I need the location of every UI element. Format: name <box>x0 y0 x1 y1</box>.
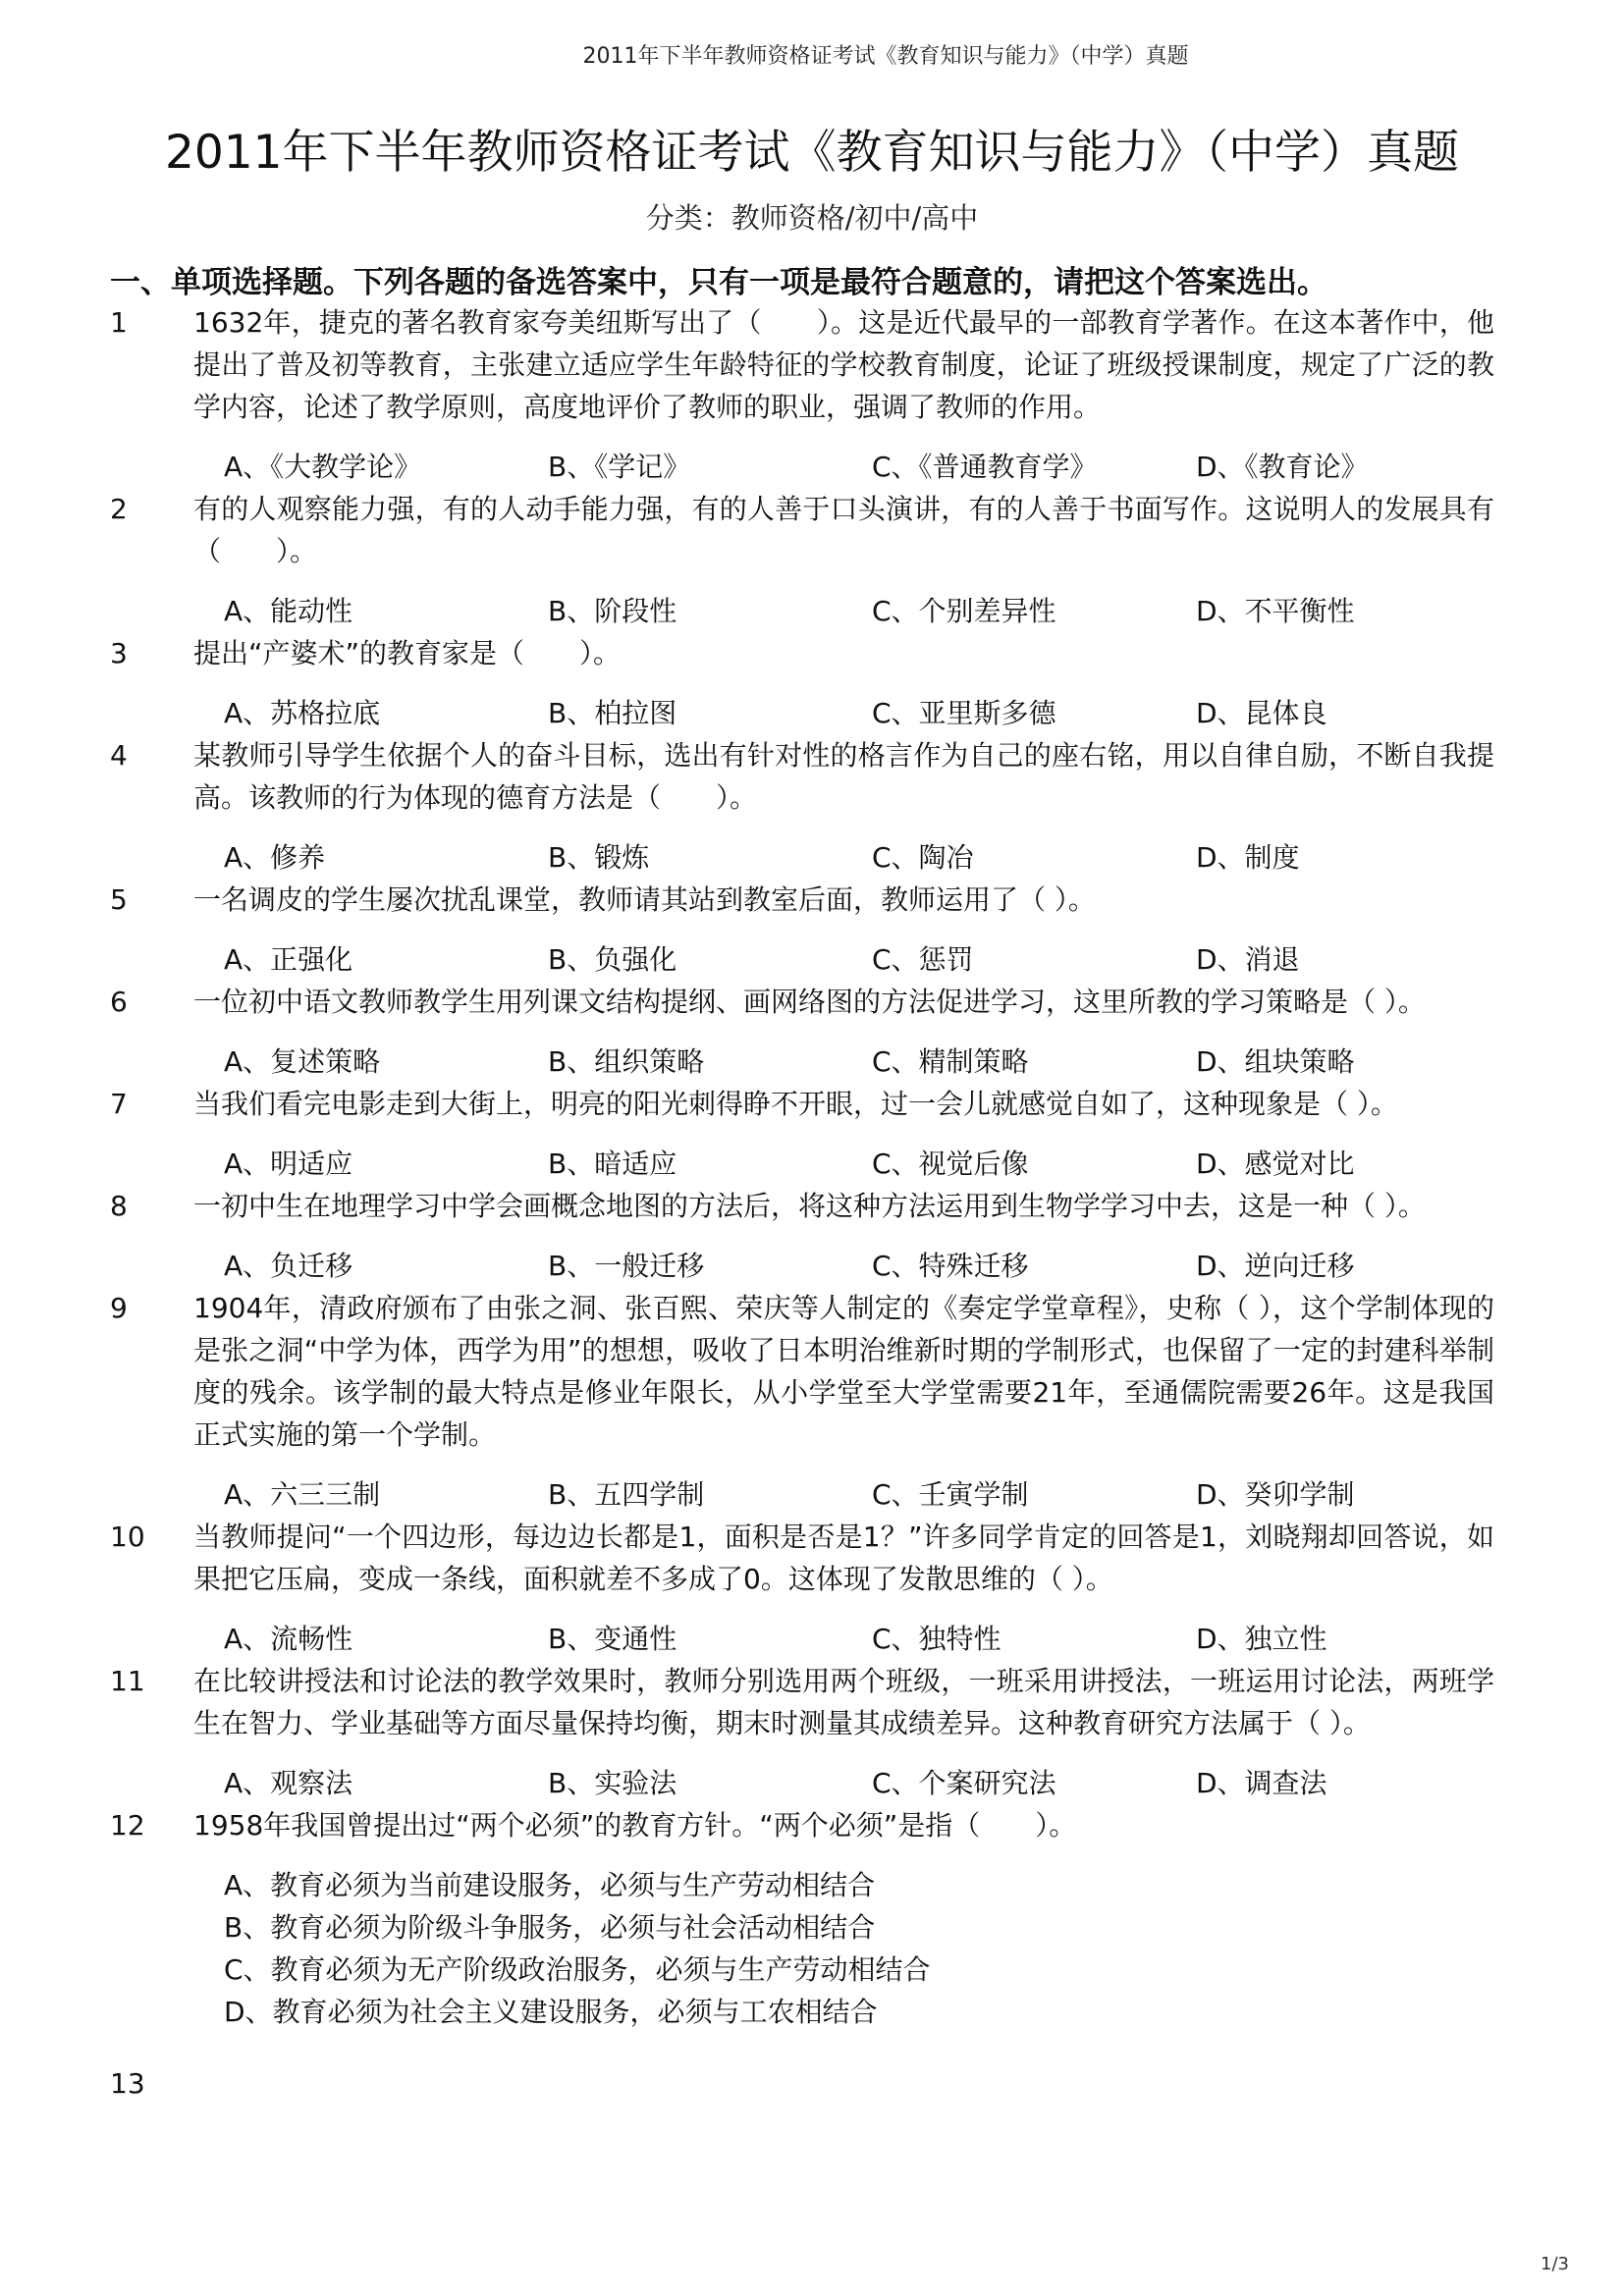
answer-option: D、感觉对比 <box>1196 1148 1355 1180</box>
question-number: 8 <box>110 1190 128 1222</box>
question-text: 当教师提问“一个四边形，每边边长都是1，面积是否是1？”许多同学肯定的回答是1，刘晓翔却回答说，如果把它压扁，变成一条线，面积就差不多成了0。这体现了发散思维的（ ）。 <box>193 1521 1494 1595</box>
answer-option: D、逆向迁移 <box>1196 1250 1355 1282</box>
question-text: 一名调皮的学生屡次扰乱课堂，教师请其站到教室后面，教师运用了（ ）。 <box>193 883 1096 916</box>
answer-option: B、负强化 <box>548 943 677 976</box>
question-item <box>0 1516 1624 1660</box>
question-number: 11 <box>110 1665 145 1697</box>
question-number: 1 <box>110 306 128 339</box>
answer-option: B、锻炼 <box>548 841 650 874</box>
answer-options <box>224 446 1520 488</box>
question-number: 3 <box>110 637 128 669</box>
answer-options <box>224 1864 1624 2033</box>
answer-option: B、《学记》 <box>548 451 691 483</box>
answer-option: C、视觉后像 <box>872 1148 1029 1180</box>
answer-option: A、能动性 <box>224 595 353 627</box>
answer-options <box>224 1041 1520 1083</box>
answer-option: C、个别差异性 <box>872 595 1056 627</box>
question-item <box>0 301 1624 488</box>
question-text <box>193 2062 1494 2105</box>
answer-option: C、《普通教育学》 <box>872 451 1098 483</box>
answer-option: D、调查法 <box>1196 1767 1327 1799</box>
answer-option: A、流畅性 <box>224 1623 353 1655</box>
answer-option: D、独立性 <box>1196 1623 1327 1655</box>
category-line: 分类：教师资格/初中/高中 <box>645 201 979 235</box>
answer-option: D、消退 <box>1196 943 1300 976</box>
question-item <box>0 632 1624 734</box>
answer-options <box>224 1473 1520 1516</box>
answer-option: B、暗适应 <box>548 1148 677 1180</box>
answer-option: D、癸卯学制 <box>1196 1478 1355 1511</box>
question-number: 7 <box>110 1088 128 1120</box>
answer-options <box>224 590 1520 632</box>
question-item <box>0 879 1624 981</box>
question-text: 当我们看完电影走到大街上，明亮的阳光刺得睁不开眼，过一会儿就感觉自如了，这种现象是（ ）。 <box>193 1088 1398 1120</box>
answer-option: C、特殊迁移 <box>872 1250 1029 1282</box>
answer-option: C、精制策略 <box>872 1045 1029 1078</box>
answer-option: C、亚里斯多德 <box>872 697 1056 729</box>
document-title: 2011年下半年教师资格证考试《教育知识与能力》（中学）真题 <box>164 126 1460 180</box>
answer-option: A、苏格拉底 <box>224 697 381 729</box>
answer-option: C、独特性 <box>872 1623 1001 1655</box>
question-number: 13 <box>110 2067 145 2100</box>
question-text: 在比较讲授法和讨论法的教学效果时，教师分别选用两个班级，一班采用讲授法，一班运用讨论法，两班学生在智力、学业基础等方面尽量保持均衡，期末时测量其成绩差异。这种教育研究方法属于（ ）。 <box>193 1665 1494 1739</box>
answer-option: A、负迁移 <box>224 1250 353 1282</box>
answer-option: C、教育必须为无产阶级政治服务，必须与生产劳动相结合 <box>224 1953 931 1986</box>
answer-option: A、复述策略 <box>224 1045 381 1078</box>
page-number: 1/3 <box>1541 2254 1569 2274</box>
answer-option: D、制度 <box>1196 841 1300 874</box>
answer-option: C、个案研究法 <box>872 1767 1056 1799</box>
answer-options <box>224 1143 1520 1185</box>
answer-option: A、六三三制 <box>224 1478 381 1511</box>
answer-option: B、一般迁移 <box>548 1250 705 1282</box>
answer-option: D、教育必须为社会主义建设服务，必须与工农相结合 <box>224 1996 878 2028</box>
question-text: 1632年，捷克的著名教育家夸美纽斯写出了（ ）。这是近代最早的一部教育学著作。在这本著作中，他提出了普及初等教育，主张建立适应学生年龄特征的学校教育制度，论证了班级授课制度，规定了广泛的教学内容，论述了教学原则，高度地评价了教师的职业，强调了教师的作用。 <box>193 306 1494 423</box>
answer-option: A、《大教学论》 <box>224 451 422 483</box>
question-item <box>0 1287 1624 1516</box>
answer-option: B、阶段性 <box>548 595 677 627</box>
answer-option: C、陶冶 <box>872 841 974 874</box>
question-item <box>0 1185 1624 1287</box>
answer-options <box>224 692 1520 734</box>
question-number: 4 <box>110 739 128 772</box>
question-text: 有的人观察能力强，有的人动手能力强，有的人善于口头演讲，有的人善于书面写作。这说明人的发展具有（ ）。 <box>193 493 1494 567</box>
question-list <box>0 301 1624 2105</box>
question-item <box>0 734 1624 879</box>
question-text: 一位初中语文教师教学生用列课文结构提纲、画网络图的方法促进学习，这里所教的学习策略是（ ）。 <box>193 986 1426 1018</box>
question-item <box>0 488 1624 632</box>
question-number: 12 <box>110 1809 145 1842</box>
answer-option: B、变通性 <box>548 1623 677 1655</box>
answer-option: D、《教育论》 <box>1196 451 1369 483</box>
answer-options <box>224 1245 1520 1287</box>
answer-option: B、组织策略 <box>548 1045 705 1078</box>
answer-option: C、壬寅学制 <box>872 1478 1029 1511</box>
running-header: 2011年下半年教师资格证考试《教育知识与能力》（中学）真题 <box>582 44 1189 69</box>
question-item <box>0 1083 1624 1185</box>
question-number: 5 <box>110 883 128 916</box>
question-number: 6 <box>110 986 128 1018</box>
answer-option: B、五四学制 <box>548 1478 705 1511</box>
answer-option: D、组块策略 <box>1196 1045 1355 1078</box>
question-text: 1904年，清政府颁布了由张之洞、张百熙、荣庆等人制定的《奏定学堂章程》，史称（ ），这个学制体现的是张之洞“中学为体，西学为用”的想想，吸收了日本明治维新时期的学制形式，也保留了一定的封建科举制度的残余。该学制的最大特点是修业年限长，从小学堂至大学堂需要21年，至通儒院需要26年。这是我国正式实施的第一个学制。 <box>193 1292 1494 1451</box>
question-number: 2 <box>110 493 128 525</box>
question-item <box>0 1660 1624 1804</box>
answer-option: B、教育必须为阶级斗争服务，必须与社会活动相结合 <box>224 1911 876 1944</box>
answer-option: B、柏拉图 <box>548 697 677 729</box>
question-item <box>0 2062 1624 2105</box>
answer-options <box>224 1762 1520 1804</box>
answer-option: A、观察法 <box>224 1767 353 1799</box>
answer-option: A、明适应 <box>224 1148 353 1180</box>
question-text: 1958年我国曾提出过“两个必须”的教育方针。“两个必须”是指（ ）。 <box>193 1809 1077 1842</box>
answer-option: C、惩罚 <box>872 943 974 976</box>
answer-options <box>224 1618 1520 1660</box>
question-text: 提出“产婆术”的教育家是（ ）。 <box>193 637 622 669</box>
answer-option: A、教育必须为当前建设服务，必须与生产劳动相结合 <box>224 1869 876 1901</box>
question-item <box>0 981 1624 1083</box>
question-text: 某教师引导学生依据个人的奋斗目标，选出有针对性的格言作为自己的座右铭，用以自律自励，不断自我提高。该教师的行为体现的德育方法是（ ）。 <box>193 739 1494 814</box>
answer-option: A、修养 <box>224 841 326 874</box>
answer-options <box>224 938 1520 981</box>
question-number: 10 <box>110 1521 145 1553</box>
question-number: 9 <box>110 1292 128 1324</box>
answer-option: B、实验法 <box>548 1767 677 1799</box>
answer-option: D、昆体良 <box>1196 697 1327 729</box>
question-text: 一初中生在地理学习中学会画概念地图的方法后，将这种方法运用到生物学学习中去，这是一种（ ）。 <box>193 1190 1426 1222</box>
answer-option: D、不平衡性 <box>1196 595 1355 627</box>
answer-options <box>224 836 1520 879</box>
answer-option: A、正强化 <box>224 943 353 976</box>
section-heading: 一、单项选择题。下列各题的备选答案中，只有一项是最符合题意的，请把这个答案选出。 <box>110 265 1327 300</box>
question-item <box>0 1804 1624 2033</box>
